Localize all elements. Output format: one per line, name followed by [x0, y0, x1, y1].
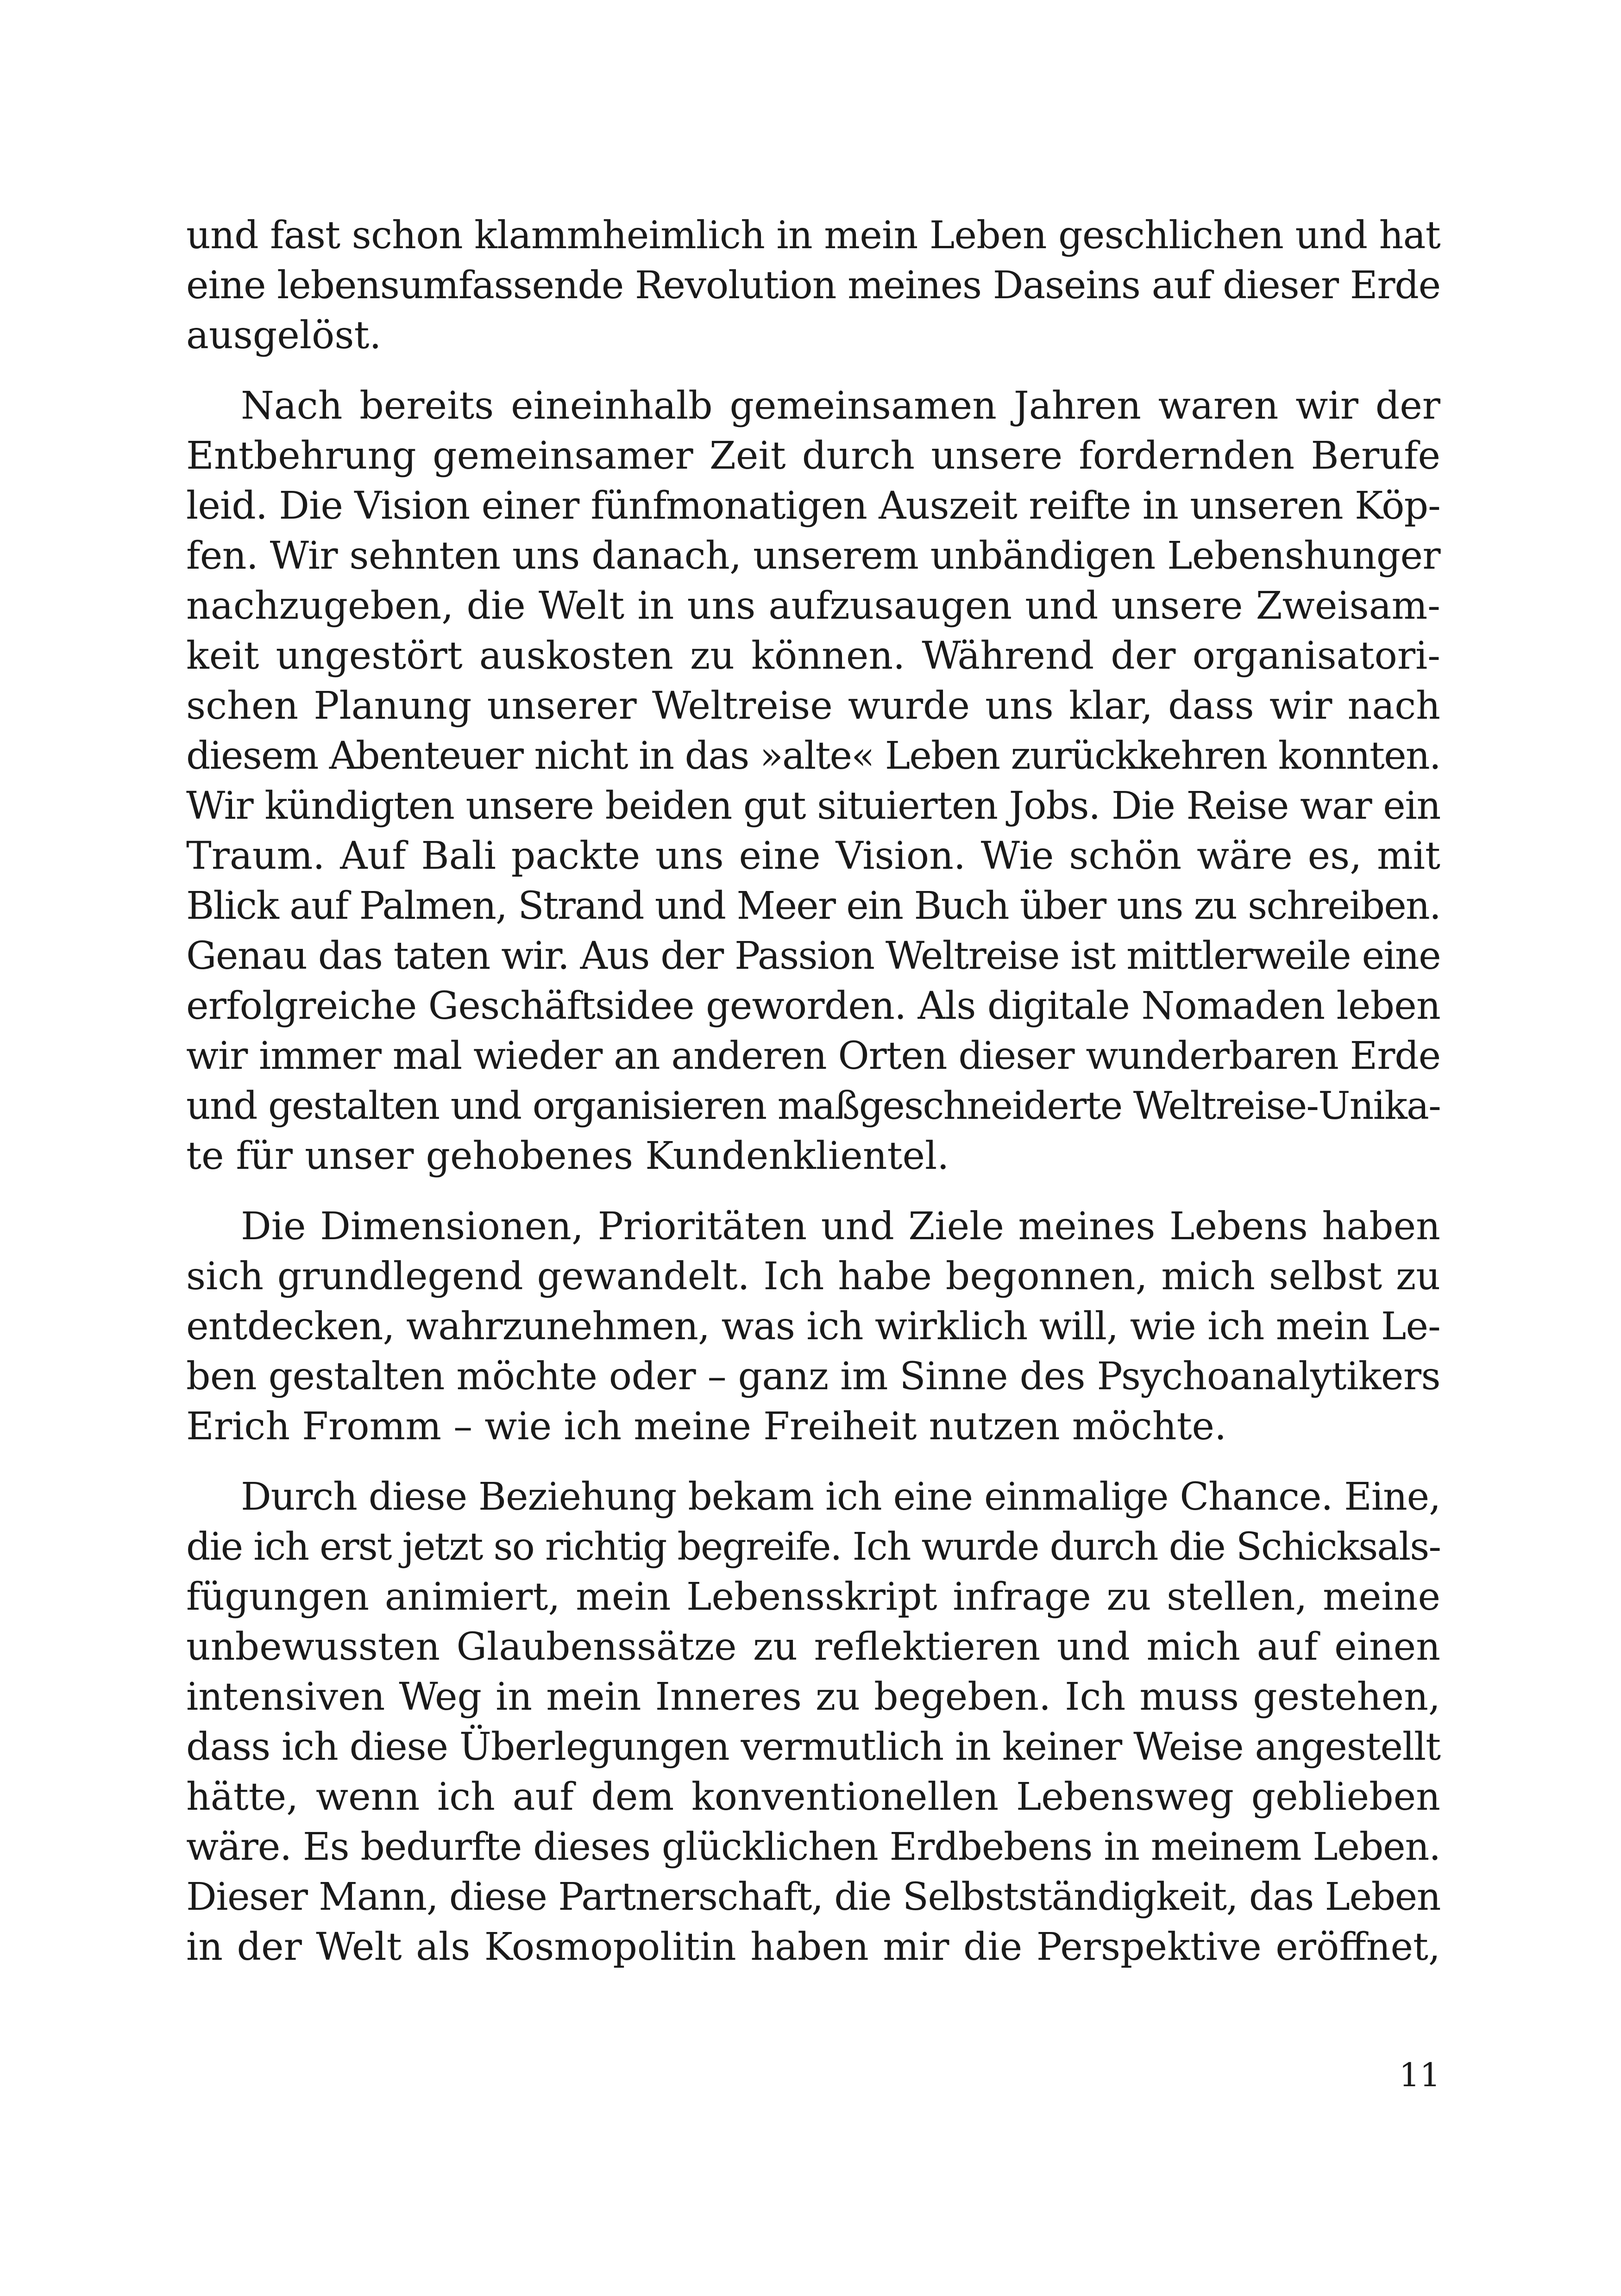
text-line: nachzugeben, die Welt in uns aufzusaugen und unsere Zweisam-: [186, 584, 1440, 628]
text-line: fen. Wir sehnten uns danach, unserem unbändigen Lebenshunger: [186, 534, 1440, 578]
text-line: Traum. Auf Bali packte uns eine Vision. Wie schön wäre es, mit: [186, 834, 1440, 878]
text-line: und fast schon klammheimlich in mein Leben geschlichen und hat: [186, 213, 1440, 257]
text-line: Erich Fromm – wie ich meine Freiheit nutzen möchte.: [186, 1405, 1227, 1449]
text-line: Blick auf Palmen, Strand und Meer ein Buch über uns zu schreiben.: [186, 884, 1440, 928]
paragraph: [186, 211, 1440, 361]
paragraph: [186, 381, 1440, 1181]
text-line: Genau das taten wir. Aus der Passion Weltreise ist mittlerweile eine: [186, 934, 1440, 978]
text-line: schen Planung unserer Weltreise wurde uns klar, dass wir nach: [186, 684, 1440, 728]
paragraph: [186, 1202, 1440, 1452]
text-line: te für unser gehobenes Kundenklientel.: [186, 1134, 949, 1178]
text-line: und gestalten und organisieren maßgeschneiderte Weltreise-Unika-: [186, 1084, 1440, 1128]
text-line: dass ich diese Überlegungen vermutlich in keiner Weise angestellt: [186, 1725, 1441, 1769]
page-number: 11: [1399, 2056, 1440, 2094]
text-line: Die Dimensionen, Prioritäten und Ziele meines Lebens haben: [241, 1204, 1440, 1248]
text-line: Nach bereits eineinhalb gemeinsamen Jahren waren wir der: [241, 384, 1440, 428]
text-line: ausgelöst.: [186, 314, 382, 358]
text-line: diesem Abenteuer nicht in das »alte« Leben zurückkehren konnten.: [186, 734, 1440, 778]
text-line: fügungen animiert, mein Lebensskript infrage zu stellen, meine: [186, 1575, 1440, 1619]
text-line: leid. Die Vision einer fünfmonatigen Auszeit reifte in unseren Köp-: [186, 484, 1440, 528]
text-line: ben gestalten möchte oder – ganz im Sinne des Psychoanalytikers: [186, 1355, 1440, 1399]
text-line: sich grundlegend gewandelt. Ich habe begonnen, mich selbst zu: [186, 1255, 1440, 1299]
text-line: Entbehrung gemeinsamer Zeit durch unsere fordernden Berufe: [186, 434, 1440, 478]
text-line: Dieser Mann, diese Partnerschaft, die Selbstständigkeit, das Leben: [186, 1875, 1441, 1919]
text-line: Durch diese Beziehung bekam ich eine einmalige Chance. Eine,: [241, 1475, 1440, 1519]
text-line: unbewussten Glaubenssätze zu reflektieren und mich auf einen: [186, 1625, 1440, 1669]
text-line: Wir kündigten unsere beiden gut situierten Jobs. Die Reise war ein: [186, 784, 1440, 828]
text-line: in der Welt als Kosmopolitin haben mir die Perspektive eröffnet,: [186, 1925, 1440, 1969]
text-line: keit ungestört auskosten zu können. Während der organisatori-: [186, 634, 1440, 678]
text-line: hätte, wenn ich auf dem konventionellen Lebensweg geblieben: [186, 1775, 1440, 1819]
text-line: die ich erst jetzt so richtig begreife. Ich wurde durch die Schicksals-: [186, 1525, 1440, 1569]
text-line: intensiven Weg in mein Inneres zu begeben. Ich muss gestehen,: [186, 1675, 1440, 1719]
text-line: entdecken, wahrzunehmen, was ich wirklich will, wie ich mein Le-: [186, 1305, 1440, 1349]
paragraph: [186, 1472, 1440, 1972]
body-text: [186, 211, 1440, 1993]
text-line: eine lebensumfassende Revolution meines Daseins auf dieser Erde: [186, 263, 1440, 307]
text-line: wäre. Es bedurfte dieses glücklichen Erdbebens in meinem Leben.: [186, 1825, 1440, 1869]
text-line: erfolgreiche Geschäftsidee geworden. Als digitale Nomaden leben: [186, 984, 1440, 1028]
text-line: wir immer mal wieder an anderen Orten dieser wunderbaren Erde: [186, 1034, 1440, 1078]
